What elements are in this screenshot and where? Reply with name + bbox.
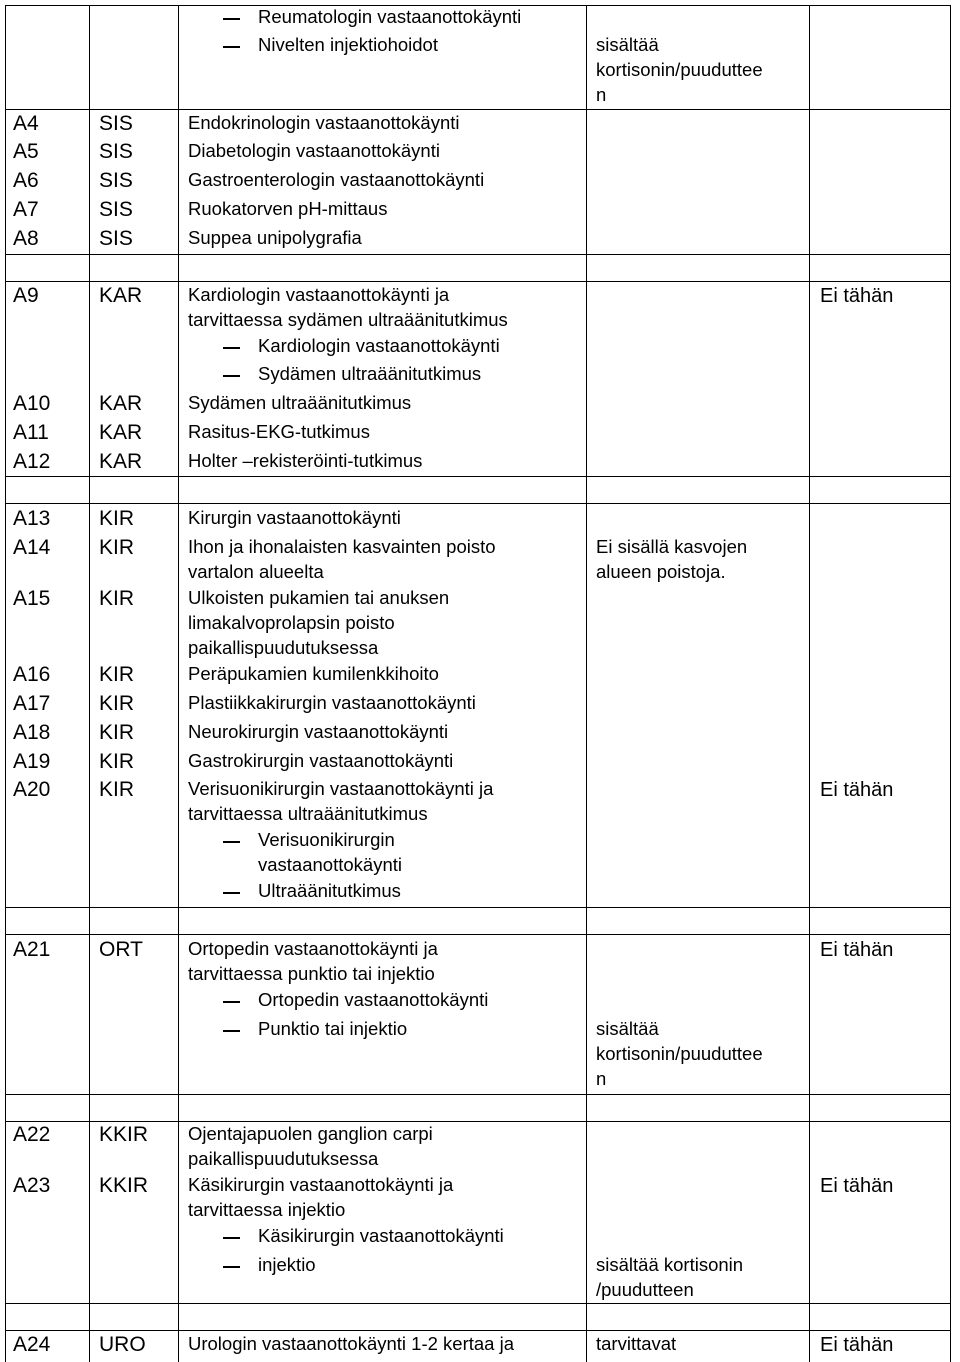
row-status: Ei tähän [820,779,894,801]
row-unit: KAR [99,421,143,444]
row-description: Neurokirurgin vastaanottokäynti [188,721,449,742]
row-note: /puudutteen [596,1279,694,1300]
row-status: Ei tähän [820,285,894,307]
row-description: Gastrokirurgin vastaanottokäynti [188,750,454,771]
row-description: tarvittaessa injektio [188,1199,346,1220]
row-unit: SIS [99,112,133,135]
row-description: Ortopedin vastaanottokäynti ja [188,938,438,959]
row-code: A4 [13,112,39,135]
section-divider [5,934,951,935]
row-unit: KAR [99,450,143,473]
row-note: kortisonin/puuduttee [596,59,763,80]
table-border-left [5,5,6,1362]
sub-item: Verisuonikirurgin [258,829,395,850]
row-code: A18 [13,721,51,744]
row-description: Verisuonikirurgin vastaanottokäynti ja [188,778,494,799]
section-divider [5,476,951,477]
row-description: Gastroenterologin vastaanottokäynti [188,169,485,190]
row-description: tarvittaessa sydämen ultraäänitutkimus [188,309,508,330]
list-dash-icon [223,1001,240,1003]
section-divider [5,254,951,255]
row-note: sisältää [596,1018,659,1039]
section-divider [5,907,951,908]
row-description: Ulkoisten pukamien tai anuksen [188,587,450,608]
row-unit: KIR [99,721,135,744]
row-unit: KAR [99,392,143,415]
row-unit: SIS [99,198,133,221]
sub-item: Reumatologin vastaanottokäynti [258,6,522,27]
row-code: A7 [13,198,39,221]
row-unit: KIR [99,536,135,559]
row-description: Urologin vastaanottokäynti 1-2 kertaa ja [188,1333,514,1354]
row-note: kortisonin/puuduttee [596,1043,763,1064]
list-dash-icon [223,18,240,20]
list-dash-icon [223,1266,240,1268]
section-divider [5,1121,951,1122]
row-note: alueen poistoja. [596,561,726,582]
row-status: Ei tähän [820,1334,894,1356]
row-description: Rasitus-EKG-tutkimus [188,421,370,442]
column-divider [89,5,90,1362]
row-note: n [596,84,607,105]
row-unit: KKIR [99,1123,149,1146]
sub-item: Kardiologin vastaanottokäynti [258,335,500,356]
sub-item: Nivelten injektiohoidot [258,34,438,55]
list-dash-icon [223,892,240,894]
row-code: A6 [13,169,39,192]
row-unit: ORT [99,938,143,961]
row-description: Peräpukamien kumilenkkihoito [188,663,439,684]
sub-item: Käsikirurgin vastaanottokäynti [258,1225,504,1246]
row-description: Kardiologin vastaanottokäynti ja [188,284,450,305]
sub-item: Sydämen ultraäänitutkimus [258,363,482,384]
row-code: A5 [13,140,39,163]
row-code: A13 [13,507,51,530]
row-description: Kirurgin vastaanottokäynti [188,507,401,528]
row-code: A8 [13,227,39,250]
list-dash-icon [223,1237,240,1239]
section-divider [5,281,951,282]
row-description: Endokrinologin vastaanottokäynti [188,112,460,133]
section-divider [5,1330,951,1331]
row-description: Käsikirurgin vastaanottokäynti ja [188,1174,454,1195]
sub-item-continued: vastaanottokäynti [258,854,402,875]
row-note: sisältää kortisonin [596,1254,744,1275]
row-note: tarvittavat [596,1333,677,1354]
row-code: A22 [13,1123,51,1146]
sub-item: Ultraäänitutkimus [258,880,401,901]
row-note: sisältää [596,34,659,55]
row-unit: KIR [99,587,135,610]
row-code: A10 [13,392,51,415]
sub-item: injektio [258,1254,316,1275]
column-divider [178,5,179,1362]
row-unit: SIS [99,140,133,163]
column-divider [586,5,587,1362]
row-unit: KIR [99,507,135,530]
list-dash-icon [223,46,240,48]
row-unit: KAR [99,284,143,307]
row-description: Suppea unipolygrafia [188,227,362,248]
section-divider [5,109,951,110]
list-dash-icon [223,347,240,349]
row-description: Diabetologin vastaanottokäynti [188,140,440,161]
row-code: A19 [13,750,51,773]
row-code: A11 [13,421,49,444]
row-description: vartalon alueelta [188,561,324,582]
row-description: tarvittaessa ultraäänitutkimus [188,803,428,824]
row-code: A12 [13,450,51,473]
row-code: A21 [13,938,51,961]
sub-item: Ortopedin vastaanottokäynti [258,989,489,1010]
row-code: A24 [13,1333,51,1356]
row-description: Ruokatorven pH-mittaus [188,198,388,219]
list-dash-icon [223,375,240,377]
row-note: Ei sisällä kasvojen [596,536,748,557]
row-description: tarvittaessa punktio tai injektio [188,963,435,984]
row-unit: KIR [99,750,135,773]
list-dash-icon [223,1030,240,1032]
row-code: A9 [13,284,39,307]
row-unit: KIR [99,778,135,801]
row-code: A20 [13,778,51,801]
row-description: Plastiikkakirurgin vastaanottokäynti [188,692,476,713]
row-description: Ihon ja ihonalaisten kasvainten poisto [188,536,496,557]
row-status: Ei tähän [820,939,894,961]
row-description: paikallispuudutuksessa [188,1148,379,1169]
row-unit: URO [99,1333,146,1356]
row-unit: KIR [99,663,135,686]
row-description: Ojentajapuolen ganglion carpi [188,1123,433,1144]
row-code: A16 [13,663,51,686]
row-status: Ei tähän [820,1175,894,1197]
row-description: Sydämen ultraäänitutkimus [188,392,412,413]
row-description: paikallispuudutuksessa [188,637,379,658]
section-divider [5,1094,951,1095]
row-note: n [596,1068,607,1089]
row-unit: SIS [99,227,133,250]
row-unit: KIR [99,692,135,715]
section-divider [5,1303,951,1304]
table-border-right [950,5,951,1362]
row-unit: SIS [99,169,133,192]
section-divider [5,503,951,504]
row-code: A23 [13,1174,51,1197]
row-code: A14 [13,536,51,559]
row-description: Holter –rekisteröinti-tutkimus [188,450,423,471]
column-divider [809,5,810,1362]
row-description: limakalvoprolapsin poisto [188,612,395,633]
row-code: A17 [13,692,51,715]
row-unit: KKIR [99,1174,149,1197]
row-code: A15 [13,587,51,610]
list-dash-icon [223,841,240,843]
sub-item: Punktio tai injektio [258,1018,408,1039]
